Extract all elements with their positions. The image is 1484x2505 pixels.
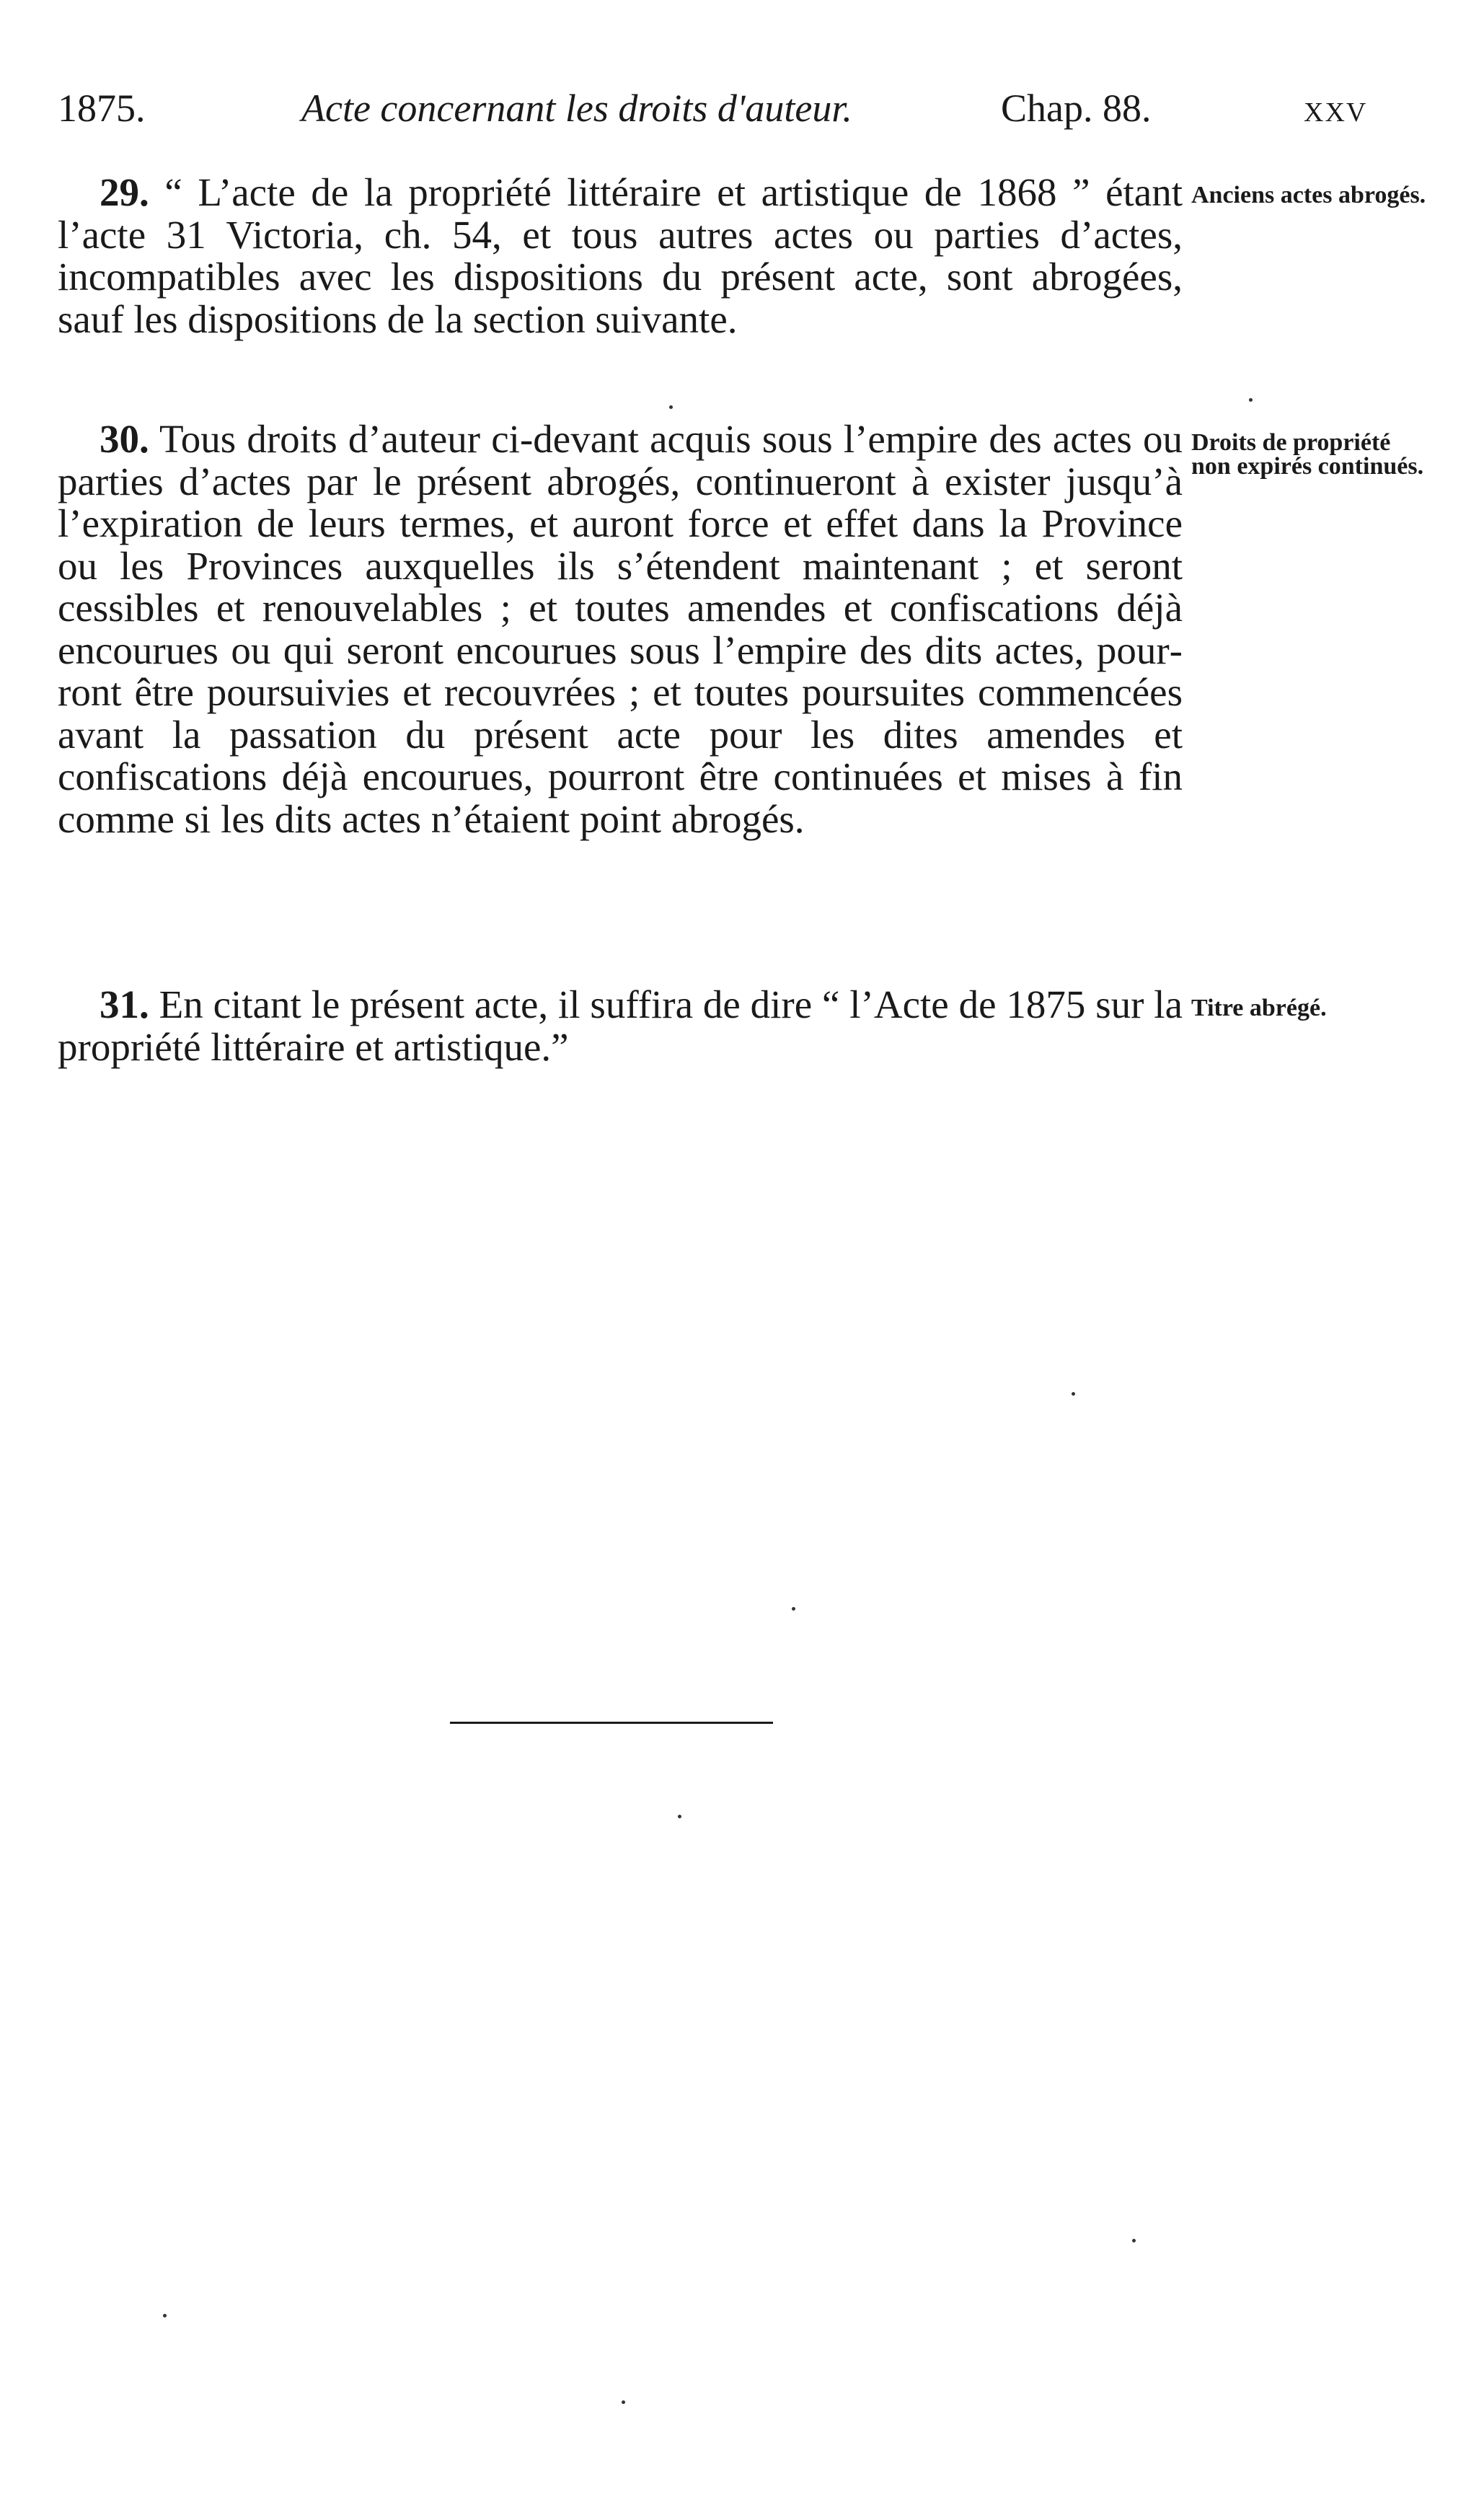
scan-speck <box>163 2314 167 2317</box>
scan-speck <box>669 405 673 409</box>
section-29-paragraph <box>58 172 1183 340</box>
scan-speck <box>792 1607 795 1611</box>
scan-speck <box>1249 398 1253 402</box>
section-31-number: 31. <box>100 982 149 1026</box>
scan-speck <box>622 2400 625 2404</box>
section-29-text: “ L’acte de la propriété littéraire et artistique de 1868 ” étant l’acte 31 Victoria, ch. 54, et tous autres actes ou parties d’actes, incompatibles avec les dispositions du présent acte, sont abrogées, sauf les dispositions de la section suivante. <box>58 170 1183 341</box>
section-30-number: 30. <box>100 417 149 461</box>
scan-speck <box>1072 1392 1075 1396</box>
section-30-text: Tous droits d’auteur ci-devant acquis sous l’empire des actes ou parties d’actes par le présent abrogés, continueront à exister jusqu’à l’expiration de leurs termes, et auront force et effet dans la Province ou les Provinces auxquelles ils s’étendent maintenant ; et seront cessibles et renouvelables ; et toutes amendes et confiscations déjà encourues ou qui seront encourues sous l’empire des dits actes, pourront être poursuivies et recouvrées ; et toutes poursuites commencées avant la passation du présent acte pour les dites amendes et confiscations déjà encourues, pourront être continuées et mises à fin comme si les dits actes n’étaient point abrogés. <box>58 417 1183 841</box>
section-30-marginal-note: Droits de propriété non expirés continués. <box>1191 429 1424 480</box>
header-title: Acte concernant les droits d'auteur. <box>301 87 852 130</box>
header-page-number: xxv <box>1304 87 1368 130</box>
section-31-text: En citant le présent acte, il suffira de dire “ l’Acte de 1875 sur la propriété littéraire et artistique.” <box>58 982 1183 1069</box>
closing-rule <box>450 1722 773 1724</box>
section-30-paragraph <box>58 418 1183 840</box>
section-29-marginal-note: Anciens actes abrogés. <box>1191 182 1426 208</box>
scan-speck <box>1132 2239 1136 2242</box>
section-29-number: 29. <box>100 170 149 214</box>
section-31-marginal-note: Titre abrégé. <box>1191 995 1327 1021</box>
scan-speck <box>678 1815 681 1818</box>
section-31-paragraph <box>58 984 1183 1068</box>
header-chapter: Chap. 88. <box>1001 87 1152 130</box>
header-year: 1875. <box>58 87 146 130</box>
